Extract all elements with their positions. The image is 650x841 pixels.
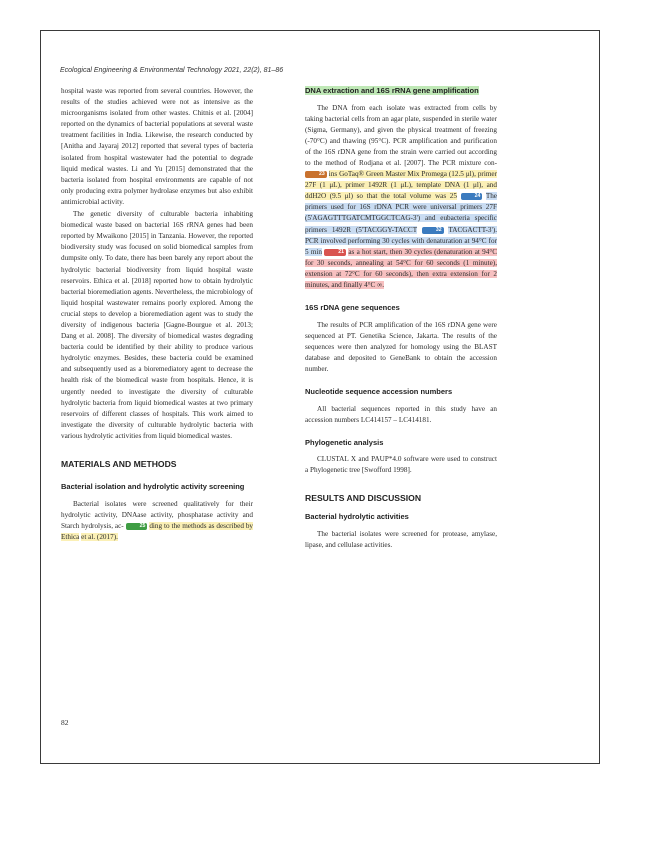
paragraph-text: Bacterial isolates were screened qualitatively for their hydrolytic activity, DNAase activity, phosphatase activity and Starch hydrolysis, ac- xyxy=(61,499,253,530)
annotation-badge[interactable]: 25 xyxy=(126,523,148,530)
annotation-badge[interactable]: 23 xyxy=(305,171,327,178)
subsection-heading-phylogenetic: Phylogenetic analysis xyxy=(305,437,384,447)
subsection-heading-accession: Nucleotide sequence accession numbers xyxy=(305,387,453,397)
section-heading-results: RESULTS AND DISCUSSION xyxy=(305,493,422,504)
paragraph xyxy=(61,499,253,543)
section-heading-methods: MATERIALS AND METHODS xyxy=(61,459,177,469)
annotation-badge[interactable]: 32 xyxy=(422,227,444,234)
highlighted-text: TACGACTT-3'). PCR involved performing 30 cycles with denaturation at 94°C for 5 min xyxy=(305,225,498,256)
paragraph: The genetic diversity of culturable bacteria inhabiting biomedical waste based on bacterial 16S rRNA genes had been reported by Mwaikono [2015] in Tanzania. However, the reported biodiversity study was focused on solid biomedical samples from dumpsite only. To date, there has been barely any report about the hydrolytic bacterial biodiversity from liquid hospital waste reservoirs. Ethica et al. [2018] reported how to obtain hydrolytic bacterial bioremediation agents. Nevertheless, the microbiology of liquid hospital wastewater remains poorly explored. Among the crucial steps to develop a bioremediation agent was to study the diversity of indigenous bacteria [Gagne-Bourgue et al. 2013; Dang et al. 2008]. The diversity of biomedical wastes degrading bacteria could be identified by their ability to produce various hydrolytic enzymes. Besides, these bacteria could be examined and subsequently used as a bioremediatory agent to decrease the health risk of the biomedical waste from hospitals. Hence, it is urgently needed to investigate the diversity of culturable hydrolytic bacteria from liquid biomedical wastes at two primary reservoirs of different classes of hospitals. This work aimed to investigate the diversity of culturable hydrolytic bacteria with various hydrolytic activities from liquid biomedical wastes. xyxy=(61,210,253,440)
paragraph: hospital waste was reported from several countries. However, the results of the studies achieved were not as intensive as the microorganisms isolated from other wastes. Chitnis et al. [2004] reported on the dynamics of bacterial populations at several waste treatment facilities in India. Likewise, the research conducted by [Anitha and Jayaraj 2012] reported that several types of bacteria isolated from hospital wastewater had the potential to degrade liquid medical wastes. Li and Yu [2015] demonstrated that the bacteria isolated from hospital environments are capable of not only producing extra polymer hydrolase enzymes but also exhibit antimicrobial activity. xyxy=(61,87,253,206)
highlighted-text: ding to the methods as described by Ethica xyxy=(61,521,254,541)
highlighted-heading: DNA extraction and 16S rRNA gene amplification xyxy=(305,86,479,95)
running-head: Ecological Engineering & Environmental Technology 2021, 22(2), 81–86 xyxy=(60,67,284,74)
paragraph: CLUSTAL X and PAUP*4.0 software were used to construct a Phylogenetic tree [Swofford 1998]. xyxy=(305,455,497,475)
page-number: 82 xyxy=(61,718,69,727)
subsection-heading-sequences: 16S rDNA gene sequences xyxy=(305,303,400,313)
paragraph xyxy=(305,103,497,292)
annotation-badge[interactable]: 24 xyxy=(461,193,483,200)
highlighted-text: ins GoTaq® Green Master Mix Promega (12.5 μl), primer 27F (1 μL), primer 1492R (1 μL), template DNA (1 μl), and ddH2O (9.5 μl) so that the total volume was 25 xyxy=(305,170,497,201)
subsection-heading-isolation: Bacterial isolation and hydrolytic activity screening xyxy=(61,482,245,491)
paragraph: The bacterial isolates were screened for protease, amylase, lipase, and cellulase activities. xyxy=(305,529,497,550)
right-column xyxy=(305,86,497,552)
annotation-badge[interactable]: 21 xyxy=(324,249,346,256)
highlighted-text: The primers used for 16S rDNA PCR were universal primers 27F (5'AGAGTTTGATCMTGGCTCAG-3') and eubacteria specific primers 1492R (5'TACGGY-TACCT xyxy=(305,192,498,234)
paragraph: All bacterial sequences reported in this study have an accession numbers LC414157 – LC414181. xyxy=(305,404,497,424)
paragraph: The results of PCR amplification of the 16S rDNA gene were sequenced at PT. Genetika Science, Jakarta. The results of the sequences were then analyzed for homology using the BLAST database and deposited to GeneBank to obtain the accession number. xyxy=(305,320,497,373)
paragraph-text: The DNA from each isolate was extracted from cells by taking bacterial cells from an agar plate, suspended in sterile water (Sigma, Germany), and given the physical treatment of freezing (-70°C) and thawing (95°C). PCR amplification and purification of the 16S rDNA gene from the strain were carried out according to the method of Rodjana et al. [2007]. The PCR mixture con- xyxy=(305,103,497,167)
highlighted-text: as a hot start, then 30 cycles (denaturation at 94°C for 30 seconds, annealing at 54°C for 60 seconds (1 minute), extension at 72°C for 60 seconds), then extra extension for 2 minutes, and finally 4°C ∞. xyxy=(305,247,498,289)
subsection-heading-activities: Bacterial hydrolytic activities xyxy=(305,512,409,522)
highlighted-text: et al. (2017). xyxy=(81,532,118,541)
left-column xyxy=(61,86,253,544)
subsection-heading-dna xyxy=(305,86,497,97)
